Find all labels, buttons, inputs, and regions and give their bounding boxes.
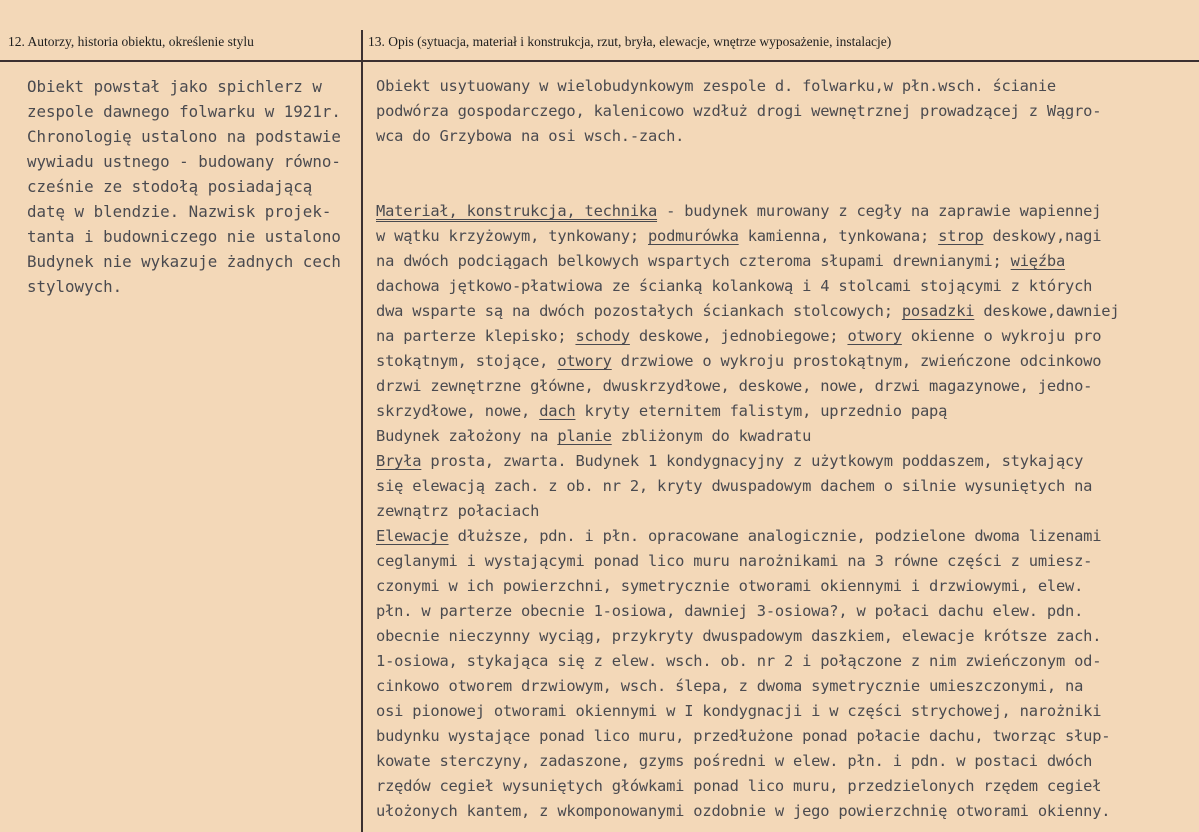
text-line: tanta i budowniczego nie ustalono <box>27 227 341 246</box>
blank-line <box>376 149 1196 174</box>
text-line: ułożonych kantem, z wkomponowanymi ozdobnie w jego powierzchnię otworami okienny. <box>376 802 1111 820</box>
text-line: Budynek założony na planie zbliżonym do kwadratu <box>376 427 812 445</box>
section-12-heading: 12. Autorzy, historia obiektu, określenie stylu <box>8 34 254 49</box>
term-wiezba: więźba <box>1010 252 1066 270</box>
text-line: dwa wsparte są na dwóch pozostałych ściankach stolcowych; posadzki deskowe,dawniej <box>376 302 1120 320</box>
term-otwory: otwory <box>847 327 902 345</box>
text-line: czonymi w ich powierzchni, symetrycznie otworami okiennymi i drzwiowymi, elew. <box>376 577 1084 595</box>
text-line: się elewacją zach. z ob. nr 2, kryty dwuspadowym dachem o silnie wysuniętych na <box>376 477 1093 495</box>
text-line: Budynek nie wykazuje żadnych cech <box>27 252 341 271</box>
text-line: ceglanymi i wystającymi ponad lico muru narożnikami na 3 równe części z umiesz- <box>376 552 1093 570</box>
text-line: Materiał, konstrukcja, technika - budynek murowany z cegły na zaprawie wapiennej <box>376 202 1102 220</box>
text-line: w wątku krzyżowym, tynkowany; podmurówka kamienna, tynkowana; strop deskowy,nagi <box>376 227 1102 245</box>
text-line: Obiekt usytuowany w wielobudynkowym zespole d. folwarku,w płn.wsch. ścianie <box>376 77 1056 95</box>
blank-line <box>376 174 1196 199</box>
term-posadzki: posadzki <box>901 302 975 320</box>
text-line: 1-osiowa, stykająca się z elew. wsch. ob. nr 2 i połączone z nim zwieńczonym od- <box>376 652 1102 670</box>
text-line: osi pionowej otworami okiennymi w I kondygnacji i w części strychowej, narożniki <box>376 702 1102 720</box>
column-divider <box>361 30 363 832</box>
header-divider <box>0 60 1199 62</box>
text-line: na dwóch podciągach belkowych wspartych czteroma słupami drewnianymi; więźba <box>376 252 1066 270</box>
text-line: budynku wystające ponad lico muru, przedłużone ponad połacie dachu, tworząc słup- <box>376 727 1111 745</box>
text-line: Bryła prosta, zwarta. Budynek 1 kondygnacyjny z użytkowym poddaszem, stykający <box>376 452 1084 470</box>
text-line: rzędów cegieł wysuniętych główkami ponad lico muru, przedzielonych rzędem cegieł <box>376 777 1102 795</box>
term-schody: schody <box>575 327 630 345</box>
history-text <box>27 74 357 299</box>
text-line: cinkowo otworem drzwiowym, wsch. ślepa, z dwoma symetrycznie umieszczonymi, na <box>376 677 1084 695</box>
text-line: płn. w parterze obecnie 1-osiowa, dawniej 3-osiowa?, w połaci dachu elew. pdn. <box>376 602 1084 620</box>
section-13-heading: 13. Opis (sytuacja, materiał i konstrukcja, rzut, bryła, elewacje, wnętrze wyposażenie, instalacje) <box>368 34 892 49</box>
text-line: wca do Grzybowa na osi wsch.-zach. <box>376 127 685 145</box>
term-otwory: otwory <box>557 352 612 370</box>
text-line: Elewacje dłuższe, pdn. i płn. opracowane analogicznie, podzielone dwoma lizenami <box>376 527 1102 545</box>
text-line: cześnie ze stodołą posiadającą <box>27 177 313 196</box>
text-line: drzwi zewnętrzne główne, dwuskrzydłowe, deskowe, nowe, drzwi magazynowe, jedno- <box>376 377 1093 395</box>
text-line: zespole dawnego folwarku w 1921r. <box>27 102 341 121</box>
text-line: datę w blendzie. Nazwisk projek- <box>27 202 332 221</box>
term-elewacje: Elewacje <box>376 527 449 545</box>
description-text <box>376 74 1196 824</box>
term-strop: strop <box>938 227 984 245</box>
text-line: Obiekt powstał jako spichlerz w <box>27 77 322 96</box>
text-line: zewnątrz połaciach <box>376 502 540 520</box>
term-dach: dach <box>539 402 576 420</box>
heading-material: Materiał, konstrukcja, technika <box>376 202 658 220</box>
text-line: kowate sterczyny, zadaszone, gzyms pośredni w elew. płn. i pdn. w postaci dwóch <box>376 752 1093 770</box>
text-line: wywiadu ustnego - budowany równo- <box>27 152 341 171</box>
text-line: stylowych. <box>27 277 123 296</box>
text-line: obecnie nieczynny wyciąg, przykryty dwuspadowym daszkiem, elewacje krótsze zach. <box>376 627 1102 645</box>
text-line: stokątnym, stojące, otwory drzwiowe o wykroju prostokątnym, zwieńczone odcinkowo <box>376 352 1102 370</box>
text-line: Chronologię ustalono na podstawie <box>27 127 341 146</box>
term-bryla: Bryła <box>376 452 422 470</box>
text-line: skrzydłowe, nowe, dach kryty eternitem falistym, uprzednio papą <box>376 402 948 420</box>
text-line: na parterze klepisko; schody deskowe, jednobiegowe; otwory okienne o wykroju pro <box>376 327 1102 345</box>
term-plan: planie <box>557 427 612 445</box>
term-podmurowka: podmurówka <box>647 227 739 245</box>
text-line: podwórza gospodarczego, kalenicowo wzdłuż drogi wewnętrznej prowadzącej z Wągro- <box>376 102 1102 120</box>
text-line: dachowa jętkowo-płatwiowa ze ścianką kolankową i 4 stolcami stojącymi z których <box>376 277 1093 295</box>
